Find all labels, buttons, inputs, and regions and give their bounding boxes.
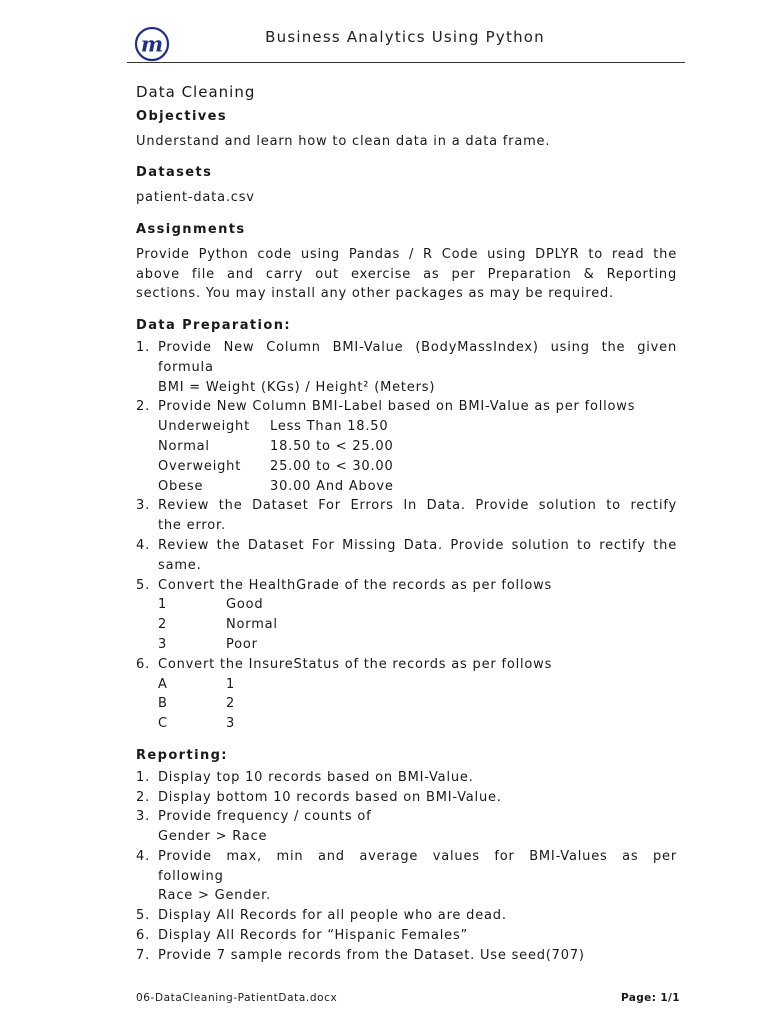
reporting-heading: Reporting:: [136, 747, 228, 763]
bmi-row: Underweight Less Than 18.50: [158, 419, 389, 435]
logo-icon: [134, 26, 170, 62]
list-item: [136, 576, 677, 655]
list-number: 3.: [136, 809, 151, 825]
assignments-line: above file and carry out exercise as per Preparation & Reporting: [136, 266, 677, 282]
grade-row: 3 Poor: [158, 636, 258, 652]
objectives-text: Understand and learn how to clean data in a data frame.: [136, 133, 551, 149]
data-preparation-heading: Data Preparation:: [136, 318, 291, 334]
list-number: 4.: [136, 537, 151, 553]
list-item: [136, 536, 677, 576]
list-item: [136, 397, 677, 496]
list-item: [136, 906, 677, 926]
list-text: following: [158, 868, 224, 884]
list-item: [136, 847, 677, 906]
list-number: 5.: [136, 577, 151, 593]
grade-row: 2 Normal: [158, 617, 278, 633]
objectives-heading: Objectives: [136, 108, 228, 124]
assignments-line: Provide Python code using Pandas / R Code using DPLYR to read the: [136, 246, 677, 262]
insure-row: C 3: [158, 716, 236, 732]
document-body: [136, 83, 677, 966]
datasets-text: patient-data.csv: [136, 190, 255, 206]
logo-letter: m: [140, 31, 164, 57]
list-number: 1.: [136, 769, 151, 785]
document-title: Data Cleaning: [136, 83, 256, 101]
list-text: Display bottom 10 records based on BMI-Value.: [158, 789, 502, 805]
list-text: Provide max, min and average values for BMI-Values as per: [158, 848, 677, 864]
insure-row: B 2: [158, 696, 236, 712]
list-item: [136, 946, 677, 966]
list-item: [136, 338, 677, 397]
list-text: Display top 10 records based on BMI-Value.: [158, 769, 474, 785]
bmi-row: Normal 18.50 to < 25.00: [158, 438, 394, 454]
list-text: Provide frequency / counts of: [158, 809, 372, 825]
list-number: 7.: [136, 947, 151, 963]
list-text: Convert the InsureStatus of the records as per follows: [158, 656, 553, 672]
list-number: 2.: [136, 399, 151, 415]
list-item: [136, 926, 677, 946]
data-preparation-list: [136, 338, 677, 734]
list-text: Review the Dataset For Errors In Data. Provide solution to rectify: [158, 498, 677, 514]
list-number: 6.: [136, 656, 151, 672]
list-text: Display All Records for all people who are dead.: [158, 908, 507, 924]
insure-row: A 1: [158, 676, 236, 692]
assignments-heading: Assignments: [136, 221, 246, 237]
list-text: the error.: [158, 518, 226, 534]
list-number: 4.: [136, 848, 151, 864]
list-text: Provide New Column BMI-Value (BodyMassIndex) using the given: [158, 339, 677, 355]
list-number: 6.: [136, 928, 151, 944]
footer-page-number: Page: 1/1: [620, 992, 680, 1004]
header-rule: [127, 62, 685, 63]
list-item: [136, 807, 677, 847]
list-text: Review the Dataset For Missing Data. Provide solution to rectify the: [158, 537, 677, 553]
list-text: same.: [158, 557, 202, 573]
list-item: [136, 496, 677, 536]
bmi-row: Obese 30.00 And Above: [158, 478, 394, 494]
list-text: Provide 7 sample records from the Dataset. Use seed(707): [158, 947, 585, 963]
list-item: [136, 788, 677, 808]
reporting-list: [136, 768, 677, 966]
list-number: 1.: [136, 339, 151, 355]
datasets-heading: Datasets: [136, 165, 213, 181]
list-text: Gender > Race: [158, 829, 268, 845]
list-number: 5.: [136, 908, 151, 924]
list-number: 3.: [136, 498, 151, 514]
list-text: Race > Gender.: [158, 888, 272, 904]
list-item: [136, 655, 677, 734]
list-text: Display All Records for “Hispanic Females”: [158, 928, 469, 944]
header-title: Business Analytics Using Python: [265, 28, 545, 46]
list-text: formula: [158, 359, 214, 375]
list-number: 2.: [136, 789, 151, 805]
assignments-line: sections. You may install any other packages as may be required.: [136, 286, 614, 302]
footer-filename: 06-DataCleaning-PatientData.docx: [136, 992, 338, 1004]
list-text: Convert the HealthGrade of the records as per follows: [158, 577, 553, 593]
list-item: [136, 768, 677, 788]
list-text: Provide New Column BMI-Label based on BMI-Value as per follows: [158, 399, 636, 415]
grade-row: 1 Good: [158, 597, 264, 613]
bmi-row: Overweight 25.00 to < 30.00: [158, 458, 394, 474]
bmi-formula: BMI = Weight (KGs) / Height² (Meters): [158, 379, 436, 395]
